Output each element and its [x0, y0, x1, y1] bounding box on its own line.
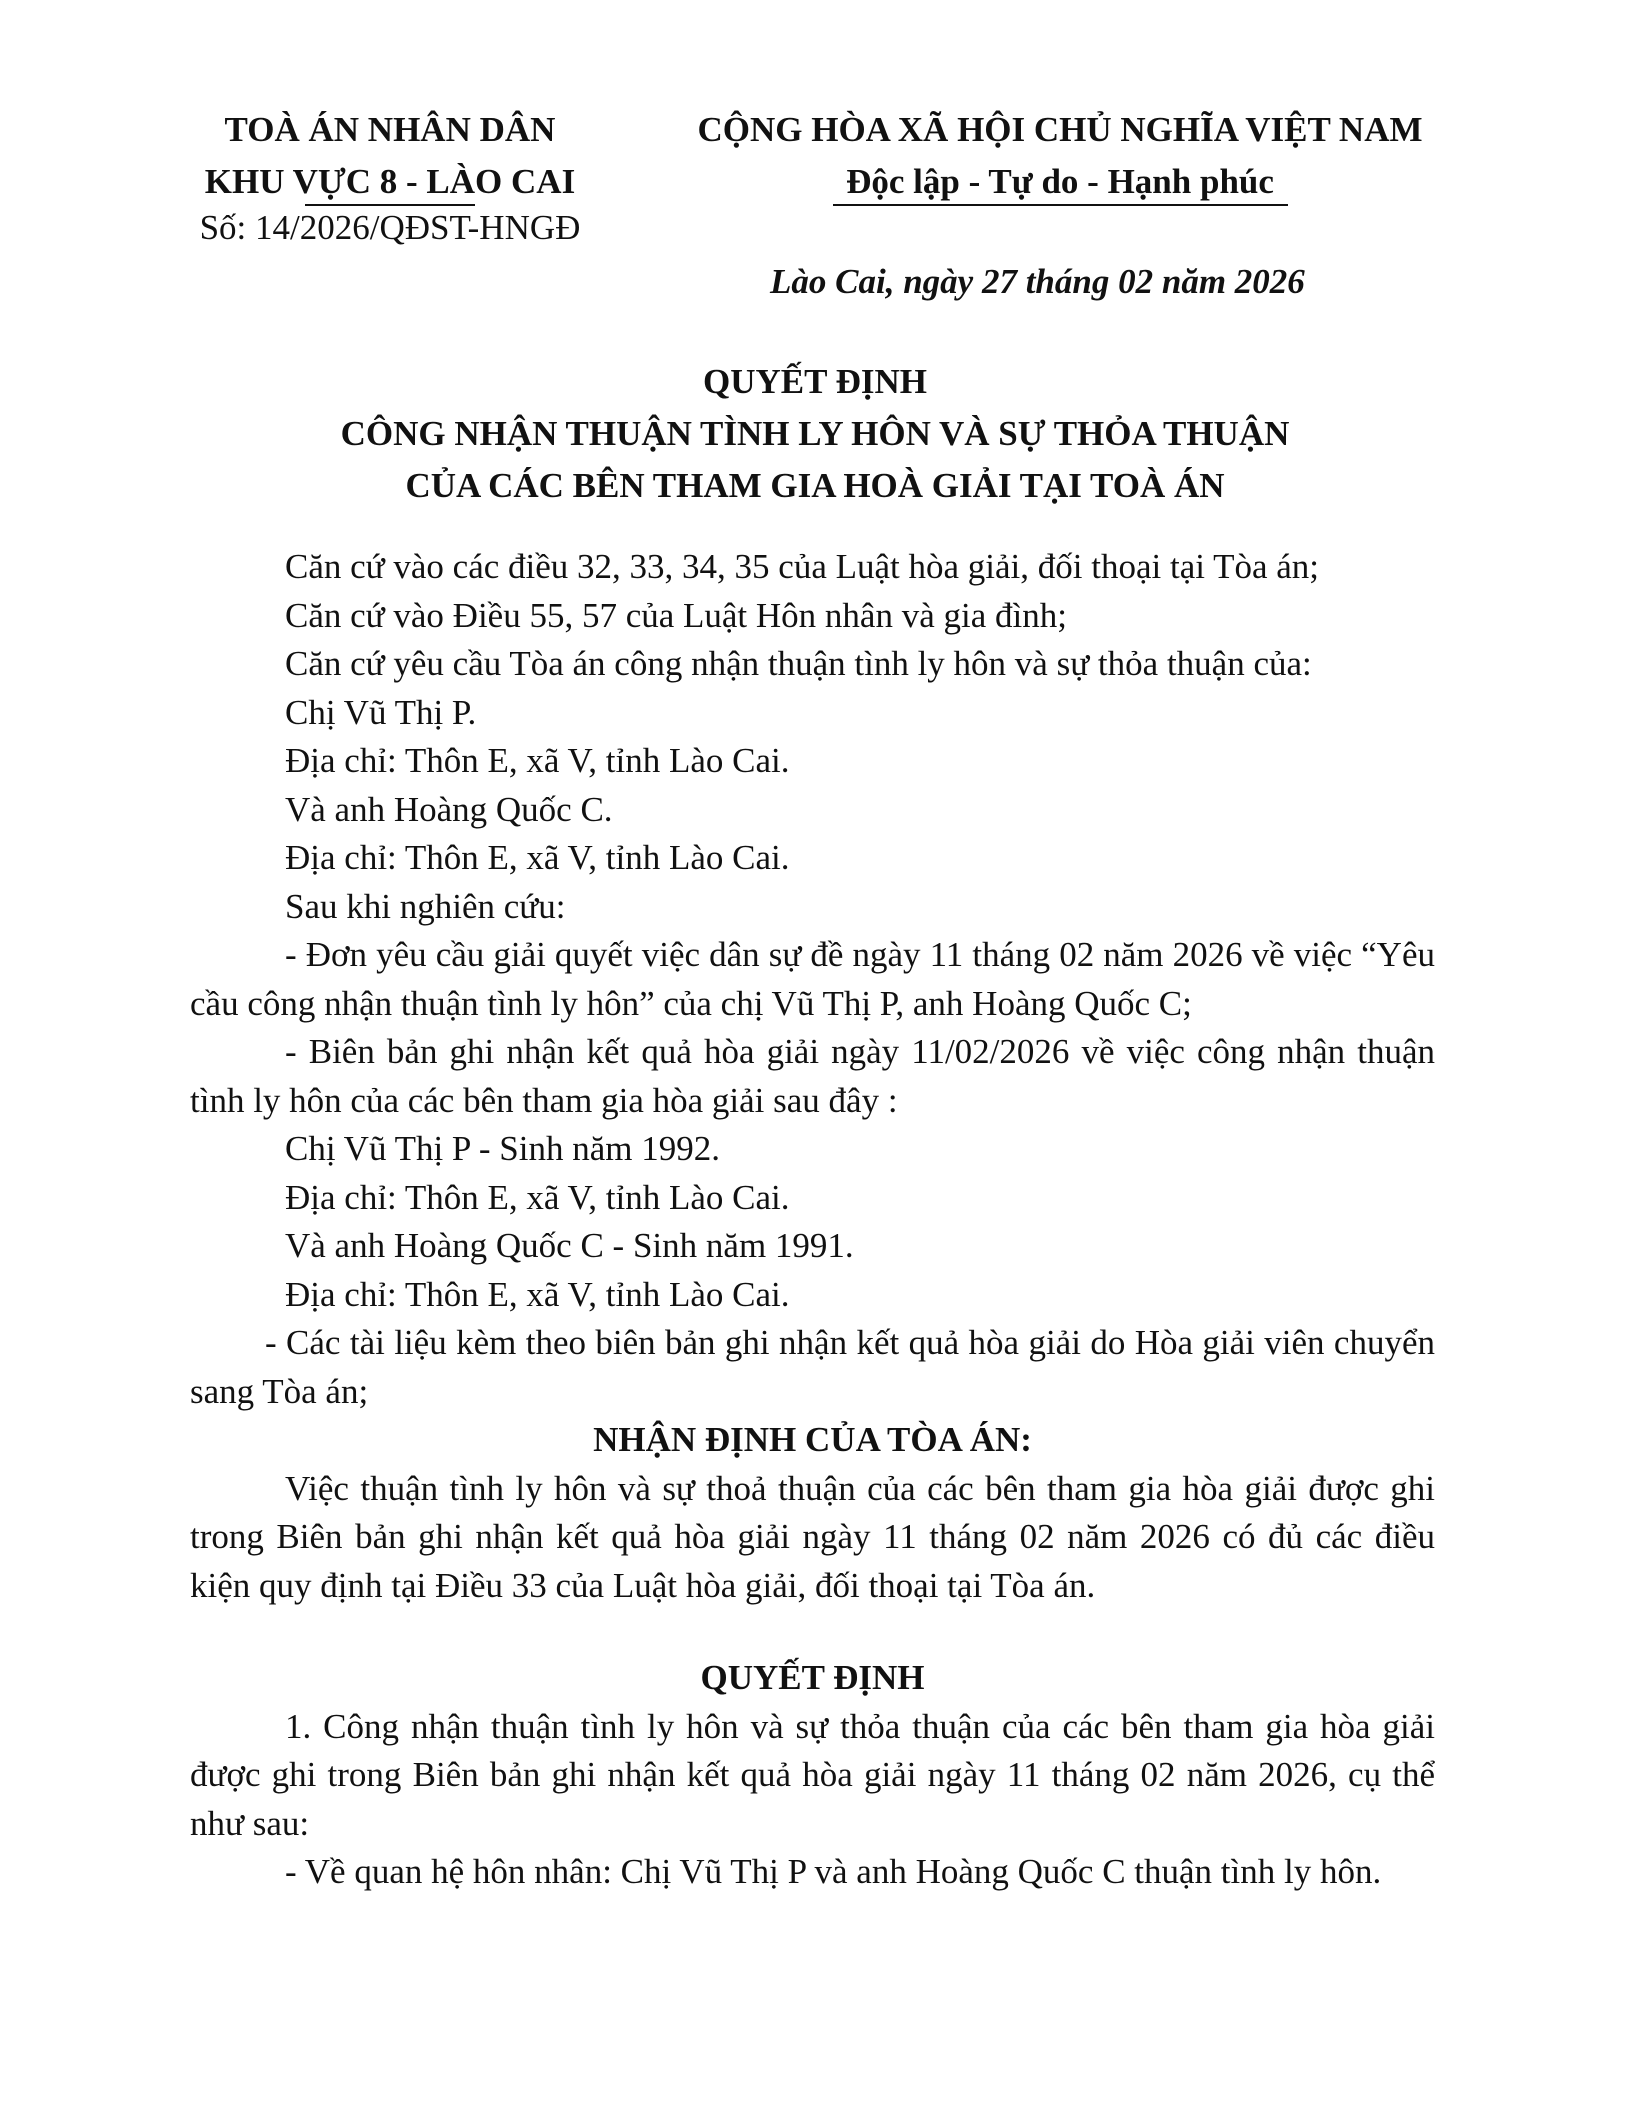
legal-basis-3: Căn cứ yêu cầu Tòa án công nhận thuận tình ly hôn và sự thỏa thuận của:	[285, 644, 1312, 683]
decision-heading: QUYẾT ĐỊNH	[700, 1658, 925, 1697]
party-2-birth-address: Địa chỉ: Thôn E, xã V, tỉnh Lào Cai.	[285, 1274, 790, 1314]
party-1-birth: Chị Vũ Thị P - Sinh năm 1992.	[285, 1129, 720, 1168]
assessment-heading: NHẬN ĐỊNH CỦA TÒA ÁN:	[593, 1420, 1032, 1459]
national-motto: Độc lập - Tự do - Hạnh phúc	[846, 162, 1274, 201]
party-2-name: Và anh Hoàng Quốc C.	[285, 789, 613, 829]
decision-marriage: - Về quan hệ hôn nhân: Chị Vũ Thị P và anh Hoàng Quốc C thuận tình ly hôn.	[285, 1852, 1382, 1891]
assessment-text: Việc thuận tình ly hôn và sự thoả thuận của các bên tham gia hòa giải được ghi trong Biên bản ghi nhận kết quả hòa giải ngày 11 tháng 02 năm 2026 có đủ các điều kiện quy định tại Điều 33 của Luật hòa giải, đối thoại tại Tòa án.	[190, 1468, 1435, 1605]
decision-number: Số: 14/2026/QĐST-HNGĐ	[199, 208, 581, 247]
court-name-line1: TOÀ ÁN NHÂN DÂN	[224, 110, 556, 149]
document-title	[170, 356, 1460, 512]
title-line-1: QUYẾT ĐỊNH	[703, 362, 927, 401]
party-2-address: Địa chỉ: Thôn E, xã V, tỉnh Lào Cai.	[285, 838, 790, 877]
document-item-2: - Biên bản ghi nhận kết quả hòa giải ngày 11/02/2026 về việc công nhận thuận tình ly hôn của các bên tham gia hòa giải sau đây :	[190, 1032, 1435, 1120]
party-2-birth: Và anh Hoàng Quốc C - Sinh năm 1991.	[285, 1226, 854, 1265]
court-header	[170, 104, 610, 254]
legal-basis-1: Căn cứ vào các điều 32, 33, 34, 35 của Luật hòa giải, đối thoại tại Tòa án;	[285, 547, 1319, 586]
after-study-label: Sau khi nghiên cứu:	[285, 886, 566, 926]
title-line-3: CỦA CÁC BÊN THAM GIA HOÀ GIẢI TẠI TOÀ ÁN	[405, 466, 1225, 505]
party-1-name: Chị Vũ Thị P.	[285, 692, 477, 732]
party-1-birth-address: Địa chỉ: Thôn E, xã V, tỉnh Lào Cai.	[285, 1177, 790, 1217]
nation-name: CỘNG HÒA XÃ HỘI CHỦ NGHĨA VIỆT NAM	[697, 110, 1423, 149]
place-and-date: Lào Cai, ngày 27 tháng 02 năm 2026	[770, 262, 1305, 301]
document-body	[190, 543, 1435, 1897]
document-item-1: - Đơn yêu cầu giải quyết việc dân sự đề ngày 11 tháng 02 năm 2026 về việc “Yêu cầu công nhận thuận tình ly hôn” của chị Vũ Thị P, anh Hoàng Quốc C;	[190, 935, 1435, 1023]
document-item-3: - Các tài liệu kèm theo biên bản ghi nhận kết quả hòa giải do Hòa giải viên chuyển sang Tòa án;	[190, 1323, 1435, 1411]
title-line-2: CÔNG NHẬN THUẬN TÌNH LY HÔN VÀ SỰ THỎA THUẬN	[340, 414, 1290, 453]
section-gap	[190, 1610, 1435, 1654]
decision-item-1: 1. Công nhận thuận tình ly hôn và sự thỏa thuận của các bên tham gia hòa giải được ghi trong Biên bản ghi nhận kết quả hòa giải ngày 11 tháng 02 năm 2026, cụ thể như sau:	[190, 1706, 1435, 1843]
party-1-address: Địa chỉ: Thôn E, xã V, tỉnh Lào Cai.	[285, 741, 790, 780]
court-name-line2: KHU VỰC 8 - LÀO CAI	[204, 162, 576, 201]
national-header	[670, 104, 1450, 206]
legal-basis-2: Căn cứ vào Điều 55, 57 của Luật Hôn nhân và gia đình;	[285, 595, 1067, 635]
